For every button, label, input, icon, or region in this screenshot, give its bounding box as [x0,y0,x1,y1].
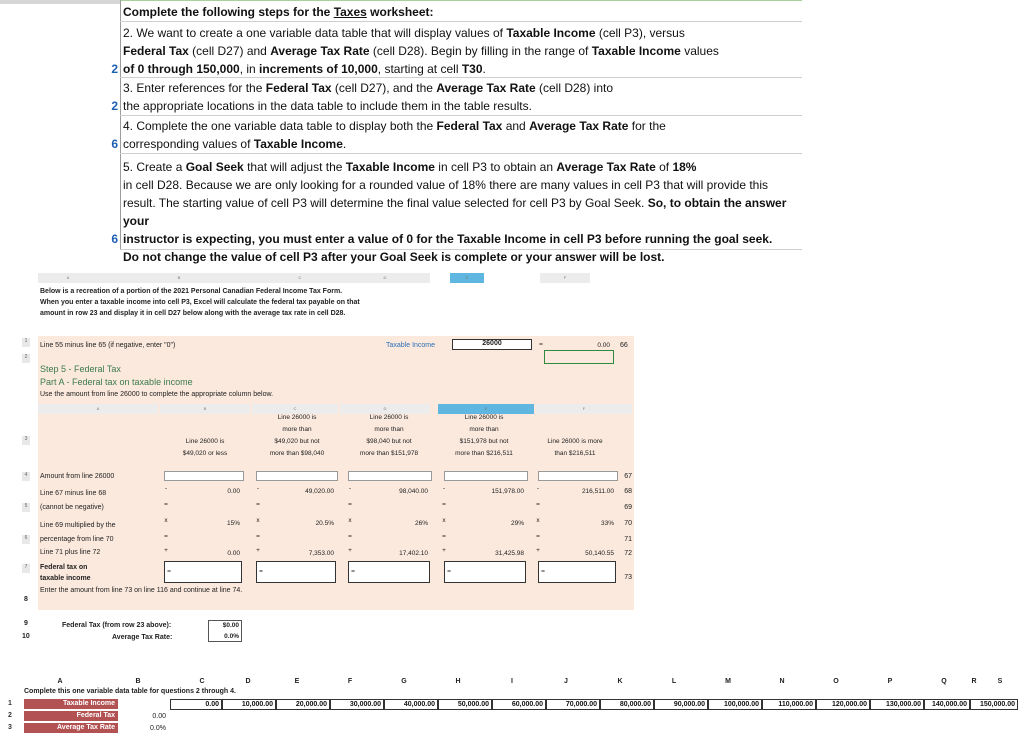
income-cell[interactable]: 90,000.00 [654,699,708,710]
amount-cell[interactable] [348,471,432,481]
step-5-title: Step 5 - Federal Tax [40,364,121,374]
operator: = [442,501,446,508]
row-label-70: Line 69 multiplied by the [40,522,116,529]
col-letter: D [245,678,251,685]
operator: x [164,517,168,524]
form-intro-2: When you enter a taxable income into cell P3, Excel will calculate the federal tax payable on that [40,299,360,306]
amount-cell[interactable] [538,471,618,481]
fedtax-box[interactable]: = [164,561,242,583]
fedtax-box[interactable]: = [348,561,430,583]
operator: = [164,533,168,540]
title-suffix: worksheet: [366,5,434,19]
dt-row-num: 2 [8,712,12,719]
row-72-value: 17,402.10 [399,550,428,557]
inner-col-b: B [160,404,250,414]
line-number: 68 [624,488,632,495]
inner-col-a: A [38,404,158,414]
average-tax-rate-col-label: Average Tax Rate [24,723,118,733]
bracket-1-header: Line 26000 is $49,020 or less [182,438,228,457]
form-row-num: 2 [22,354,30,363]
income-cell[interactable]: 100,000.00 [708,699,762,710]
step-4-text: 4. Complete the one variable data table to display both the Federal Tax and Average Tax Rate for the corresponding values of Taxable Income. [123,119,666,151]
income-cell[interactable]: 10,000.00 [222,699,276,710]
operator: - [442,485,446,492]
inner-col-f: F [536,404,632,414]
summary-avgrate-label: Average Tax Rate: [112,634,173,641]
instructions-panel [0,0,802,264]
row-label-67: Amount from line 26000 [40,473,115,480]
operator: + [442,547,446,554]
step-2-row [111,22,802,78]
form-row-num: 10 [22,633,30,640]
taxable-income-row-label: Taxable Income [24,699,118,709]
row-70-rate: 33% [600,520,614,527]
line-number: 70 [624,520,632,527]
operator: = [348,533,352,540]
col-letter: M [725,678,731,685]
col-header-f: F [540,273,590,283]
fedtax-box[interactable]: = [444,561,526,583]
row-72-value: 31,425.98 [495,550,524,557]
amount-cell[interactable] [256,471,338,481]
fedtax-label-2: taxable income [40,575,91,582]
col-letter: H [455,678,461,685]
dt-row-num: 3 [8,724,12,731]
taxable-income-value: 26000 [482,340,502,347]
form-row-num: 6 [22,535,30,544]
row-70-rate: 29% [510,520,524,527]
operator: - [164,485,168,492]
form-instruction: Use the amount from line 26000 to complete the appropriate column below. [40,391,274,398]
form-intro-3: amount in row 23 and display it in cell D27 below along with the average tax rate in cell D28. [40,310,346,317]
col-letter: G [401,678,407,685]
operator: = [536,501,540,508]
inner-col-c: C [252,404,338,414]
step-3-row [111,78,802,116]
col-letter: E [294,678,300,685]
line-number: 73 [624,574,632,581]
row-72-value: 7,353.00 [308,550,334,557]
income-cell[interactable]: 70,000.00 [546,699,600,710]
col-letter: Q [941,678,947,685]
operator: + [348,547,352,554]
operator: x [348,517,352,524]
col-letter: F [347,678,353,685]
income-cell[interactable]: 130,000.00 [870,699,924,710]
taxable-income-input[interactable] [452,339,532,350]
income-cell[interactable]: 110,000.00 [762,699,816,710]
inner-col-e: E [438,404,534,414]
taxes-worksheet-link[interactable]: Taxes [333,5,367,19]
operator: x [256,517,260,524]
col-letter: B [135,678,141,685]
income-cell[interactable]: 50,000.00 [438,699,492,710]
form-row-num: 1 [22,338,30,347]
summary-fedtax-label: Federal Tax (from row 23 above): [62,622,172,629]
step-5-row [111,154,802,264]
step-4-row [111,116,802,154]
income-cell[interactable]: 20,000.00 [276,699,330,710]
dt-row-num: 1 [8,700,12,707]
operator: = [164,501,168,508]
form-row-num: 5 [22,503,30,512]
fedtax-box[interactable]: = [256,561,336,583]
income-cell[interactable]: 150,000.00 [970,699,1018,710]
operator: - [348,485,352,492]
step-2-text: 2. We want to create a one variable data table that will display values of Taxable Income (cell P3), versus Federal Tax (cell D27) and Average Tax Rate (cell D28). Begin by filling in the range of Taxable Income values of 0 through 150,000, in increments of 10,000, starting at cell T30. [123,26,719,76]
col-letter: J [564,678,568,685]
col-letter: P [887,678,893,685]
operator: = [348,501,352,508]
income-cell[interactable]: 60,000.00 [492,699,546,710]
col-letter: N [779,678,785,685]
row-70-rate: 20.5% [315,520,334,527]
col-header-b: B [98,273,260,283]
operator: = [442,533,446,540]
col-header-a: A [38,273,98,283]
form-row-num: 9 [24,620,28,627]
row-label-69: (cannot be negative) [40,504,104,511]
col-letter: I [511,678,513,685]
col-header-c: C [260,273,340,283]
taxable-income-label: Taxable Income [386,342,436,349]
line-number: 71 [624,536,632,543]
operator: x [442,517,446,524]
data-table-area [0,668,1024,750]
summary-fedtax-value: $0.00 [222,622,239,629]
income-cell[interactable]: 30,000.00 [330,699,384,710]
bracket-2-header: Line 26000 is more than $49,020 but not more than $98,040 [269,414,325,457]
row-70-rate: 26% [414,520,428,527]
line-number: 69 [624,504,632,511]
bracket-5-header: Line 26000 is more than $216,511 [547,438,603,457]
row-68-value: 151,978.00 [491,488,524,495]
fedtax-ref-cell[interactable]: 0.00 [152,713,166,720]
step-5-text: 5. Create a Goal Seek that will adjust the Taxable Income in cell P3 to obtain an Average Tax Rate of 18% in cell D28. Because we are only looking for a rounded value of 18% there are many values in cell P3 that will provide this result. The starting value of cell P3 will determine the final value selected for cell P3 by Goal Seek. So, to obtain the answer your instructor is expecting, you must enter a value of 0 for the Taxable Income in cell P3 before running the goal seek. Do not change the value of cell P3 after your Goal Seek is complete or your answer will be lost. [123,160,787,264]
form-intro-1: Below is a recreation of a portion of the 2021 Personal Canadian Federal Income Tax Form. [40,288,343,295]
fedtax-box[interactable]: = [538,561,616,583]
summary-values-box [208,620,242,642]
income-cell[interactable]: 0.00 [170,699,222,710]
amount-cell[interactable] [444,471,528,481]
line-66-value: 0.00 [597,342,610,349]
col-header-d: D [340,273,430,283]
fedtax-label-1: Federal tax on [40,564,88,571]
step-3-points: 2 [111,99,118,113]
line-66-number: 66 [620,342,628,349]
continue-note: Enter the amount from line 73 on line 116 and continue at line 74. [40,587,243,594]
operator: - [256,485,260,492]
line-number: 72 [624,550,632,557]
col-letter: C [199,678,205,685]
amount-cell[interactable] [164,471,244,481]
form-row-num: 3 [22,436,30,445]
bracket-3-header: Line 26000 is more than $98,040 but not more than $151,978 [359,414,419,457]
operator: = [256,533,260,540]
col-letter: R [971,678,977,685]
operator: + [256,547,260,554]
income-cell[interactable]: 120,000.00 [816,699,870,710]
inner-col-d: D [340,404,430,414]
income-cell[interactable]: 140,000.00 [924,699,970,710]
selected-cell[interactable] [544,350,614,364]
form-row-num: 4 [22,472,30,481]
row-72-value: 0.00 [227,550,240,557]
row-72-value: 50,140.55 [585,550,614,557]
avgrate-ref-cell[interactable]: 0.0% [150,725,166,732]
instructions-title-row [120,0,802,22]
col-letter: L [671,678,677,685]
operator: + [536,547,540,554]
row-68-value: 98,040.00 [399,488,428,495]
operator: = [256,501,260,508]
tax-form-embed [0,270,640,650]
line-number: 67 [624,473,632,480]
part-a-title: Part A - Federal tax on taxable income [40,377,193,387]
operator: x [536,517,540,524]
top-strip [0,0,120,4]
col-letter: S [997,678,1003,685]
equals-sign: = [539,341,543,348]
operator: - [536,485,540,492]
col-header-e: E [450,273,484,283]
title-prefix: Complete the following steps for the [123,5,334,19]
row-70-rate: 15% [226,520,240,527]
row-68-value: 49,020.00 [305,488,334,495]
row-label-71: percentage from line 70 [40,536,114,543]
bracket-4-header: Line 26000 is more than $151,978 but not more than $216,511 [455,414,513,457]
step-2-points: 2 [111,62,118,76]
data-table-caption: Complete this one variable data table for questions 2 through 4. [24,688,236,695]
step-4-points: 6 [111,137,118,151]
income-cell[interactable]: 80,000.00 [600,699,654,710]
col-letter: A [57,678,63,685]
instructions-title [123,3,800,21]
row-label-72: Line 71 plus line 72 [40,549,101,556]
operator: + [164,547,168,554]
summary-avgrate-value: 0.0% [224,633,239,640]
row-68-value: 216,511.00 [581,488,614,495]
operator: = [536,533,540,540]
col-letter: K [617,678,623,685]
form-row-num: 8 [24,596,28,603]
row-68-value: 0.00 [227,488,240,495]
federal-tax-col-label: Federal Tax [24,711,118,721]
line-55-label: Line 55 minus line 65 (if negative, enter "0") [40,342,176,349]
step-5-points: 6 [111,232,118,246]
step-3-text: 3. Enter references for the Federal Tax (cell D27), and the Average Tax Rate (cell D28) into the appropriate locations in the data table to include them in the table results. [123,81,614,113]
row-label-68: Line 67 minus line 68 [40,490,107,497]
income-cell[interactable]: 40,000.00 [384,699,438,710]
col-letter: O [833,678,839,685]
form-row-num: 7 [22,564,30,573]
